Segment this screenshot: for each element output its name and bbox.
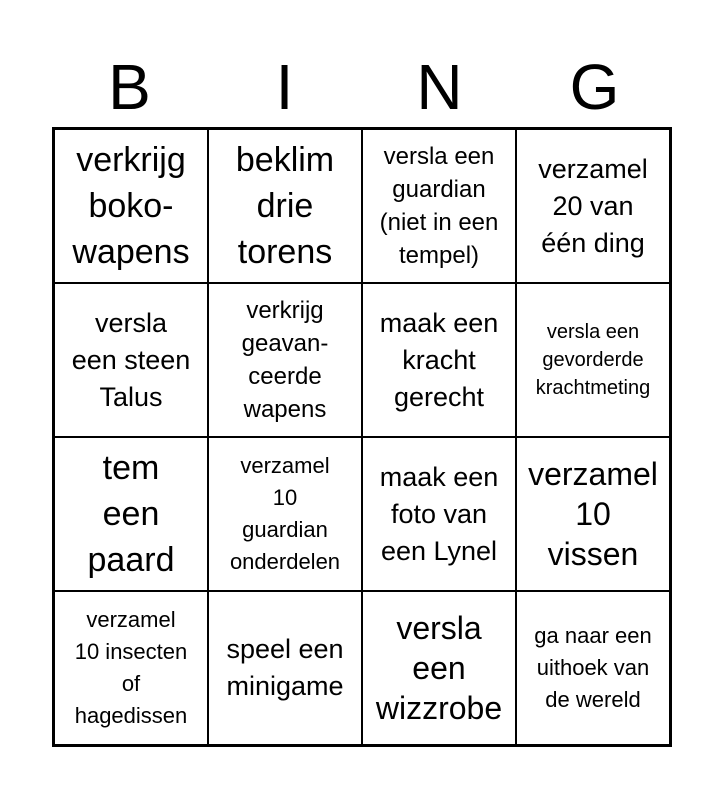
bingo-cell[interactable]	[362, 129, 516, 283]
bingo-cell[interactable]	[516, 591, 670, 745]
header-letter-n: N	[416, 51, 463, 123]
cell-text: verzamel 10 vissen	[528, 456, 658, 572]
bingo-cell[interactable]	[516, 437, 670, 591]
bingo-cell[interactable]	[54, 591, 208, 745]
header-letter-i: I	[275, 51, 294, 123]
bingo-cell[interactable]	[362, 437, 516, 591]
cell-text: speel een minigame	[226, 634, 344, 701]
cell-text: beklim drie torens	[235, 141, 335, 271]
bingo-cell[interactable]	[516, 129, 670, 283]
cell-text: verzamel 10 guardian onderdelen	[229, 453, 341, 574]
cell-text: versla een guardian (niet in een tempel)	[379, 143, 499, 269]
cell-text: maak een foto van een Lynel	[379, 461, 499, 566]
bingo-cell[interactable]	[516, 283, 670, 437]
bingo-cell[interactable]	[208, 129, 362, 283]
header-letter-b: B	[108, 51, 151, 123]
cell-text: versla een steen Talus	[71, 307, 191, 412]
cell-text: maak een kracht gerecht	[379, 307, 499, 412]
bingo-cell[interactable]	[208, 437, 362, 591]
cell-text: tem een paard	[87, 449, 175, 579]
bingo-cell[interactable]	[362, 591, 516, 745]
bingo-cell[interactable]	[54, 283, 208, 437]
bingo-cell[interactable]	[208, 283, 362, 437]
cell-text: verkrijg boko- wapens	[72, 141, 190, 271]
cell-text: versla een gevorderde krachtmeting	[535, 321, 651, 399]
bingo-board	[52, 127, 672, 747]
cell-text: verzamel 20 van één ding	[538, 153, 648, 258]
header-letter-g: G	[569, 51, 620, 123]
cell-text: verkrijg geavan- ceerde wapens	[241, 297, 329, 423]
cell-text: verzamel 10 insecten of hagedissen	[74, 607, 188, 728]
cell-text: ga naar een uithoek van de wereld	[534, 623, 652, 712]
cell-text: versla een wizzrobe	[375, 610, 503, 726]
bingo-cell[interactable]	[54, 129, 208, 283]
bingo-cell[interactable]	[208, 591, 362, 745]
bingo-cell[interactable]	[362, 283, 516, 437]
bingo-cell[interactable]	[54, 437, 208, 591]
bingo-header	[52, 52, 672, 122]
